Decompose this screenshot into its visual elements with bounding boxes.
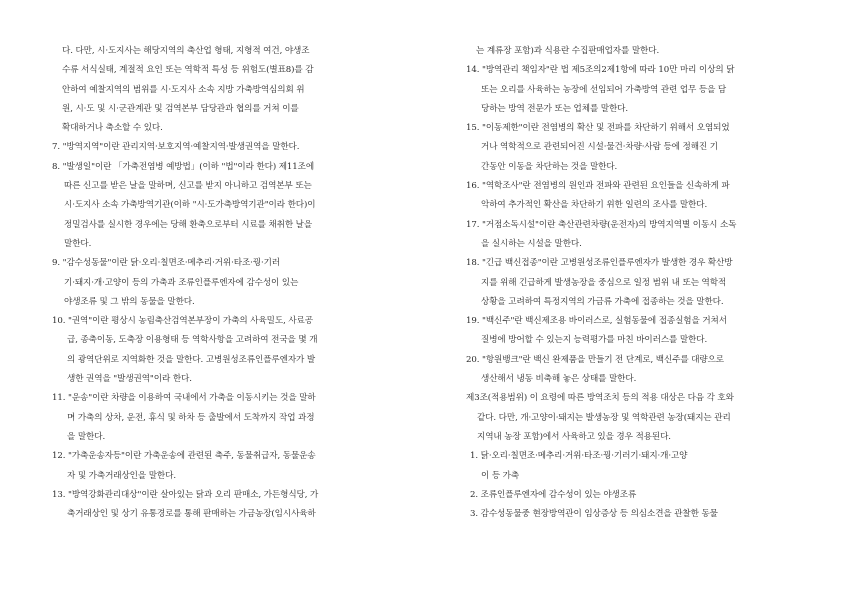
text-line: 9. "감수성동물"이란 닭·오리·칠면조·메추리·거위·타조·꿩·기러 [52, 258, 281, 269]
text-line: 원, 시·도 및 시·군관계관 및 검역본부 담당관과 협의를 거쳐 이를 [62, 103, 299, 114]
text-line: 간동안 이동을 차단하는 것을 말한다. [481, 161, 618, 172]
text-line: 16. "역학조사"란 전염병의 원인과 전파와 관련된 요인들을 신속하게 파 [466, 181, 730, 192]
left-paragraph [52, 158, 392, 254]
text-line: 며 가축의 상차, 운전, 휴식 및 하차 등 출발에서 도착까지 작업 과정 [67, 412, 315, 423]
text-line: 는 계류장 포함)과 식용란 수집판매업자를 말한다. [476, 46, 660, 56]
right-paragraph [466, 42, 798, 61]
text-line: 축거래상인 및 상기 유통경로를 통해 판매하는 가금농장(임시사육하 [67, 509, 316, 520]
text-line: 정밀검사를 실시한 경우에는 당해 환축으로부터 시료를 채취한 날을 [64, 219, 313, 230]
text-line: 이 등 가축 [481, 470, 520, 481]
left-paragraph [52, 42, 392, 138]
text-line: 말한다. [64, 238, 92, 249]
text-line: 수류 서식실태, 계절적 요인 또는 역학적 특성 등 위험도(별표8)를 감 [62, 65, 314, 76]
right-paragraph [466, 177, 798, 216]
left-paragraph [52, 486, 392, 525]
text-line: 을 말한다. [67, 431, 106, 442]
left-paragraph [52, 138, 392, 157]
right-paragraph [466, 486, 798, 505]
left-paragraph [52, 389, 392, 447]
text-line: 또는 오리를 사육하는 농장에 선임되어 가축방역 관련 업무 등을 담 [481, 84, 727, 95]
text-line: 지를 위해 긴급하게 발생농장을 중심으로 일정 범위 내 또는 역학적 [481, 277, 727, 288]
text-line: 7. "방역지역"이란 관리지역·보호지역·예찰지역·발생권역을 말한다. [52, 142, 300, 153]
text-line: 11. "운송"이란 차량을 이용하여 국내에서 가축을 이동시키는 것을 말하 [52, 393, 316, 404]
right-paragraph [466, 254, 798, 312]
text-line: 8. "발생일"이란 「가축전염병 예방법」(이하 "법"이라 한다) 제11조에 [52, 161, 315, 172]
text-line: 거나 역학적으로 관련되어진 시설·물건·차량·사람 등에 정해진 기 [481, 142, 718, 153]
text-line: 제3조(적용범위) 이 요령에 따른 방역조치 등의 적용 대상은 다음 각 호와 [466, 393, 734, 404]
text-line: 악하여 추가적인 확산을 차단하기 위한 일련의 조사를 말한다. [481, 200, 708, 211]
right-paragraph [466, 389, 798, 447]
text-line: 15. "이동제한"이란 전염병의 확산 및 전파를 차단하기 위해서 오염되었 [466, 123, 730, 134]
text-line: 을 실시하는 시설을 말한다. [481, 238, 582, 249]
text-line: 다. 다만, 시·도지사는 해당지역의 축산업 형태, 지형적 여건, 야생조 [62, 46, 310, 56]
text-line: 질병에 방어할 수 있는지 능력평가를 마친 바이러스를 말한다. [481, 335, 708, 346]
text-line: 시·도지사 소속 가축방역기관(이하 "시·도가축방역기관"이라 한다)이 [64, 200, 316, 211]
text-line: 급, 종축이동, 도축장 이용형태 등 역학사항을 고려하여 전국을 몇 개 [67, 335, 318, 346]
right-paragraph [466, 447, 798, 486]
text-line: 같다. 다만, 개·고양이·돼지는 발생농장 및 역학관련 농장(돼지는 관리 [477, 412, 731, 423]
text-line: 생한 권역을 "발생권역"이라 한다. [67, 374, 192, 385]
left-page [0, 0, 420, 595]
right-page [420, 0, 840, 595]
text-line: 확대하거나 축소할 수 있다. [62, 123, 163, 134]
right-paragraph [466, 505, 798, 524]
text-line: 따른 신고를 받은 날을 말하며, 신고를 받지 아니하고 검역본부 또는 [64, 181, 312, 192]
text-line: 당하는 방역 전문가 또는 업체를 말한다. [481, 103, 629, 114]
text-line: 지역내 농장 포함)에서 사육하고 있을 경우 적용된다. [477, 431, 671, 442]
text-line: 14. "방역관리 책임자"란 법 제5조의2제1항에 따라 10만 마리 이상의 닭 [466, 65, 735, 76]
text-line: 2. 조류인플루엔자에 감수성이 있는 야생조류 [470, 489, 637, 500]
text-line: 자 및 가축거래상인을 말한다. [67, 470, 176, 481]
text-line: 기·돼지·개·고양이 등의 가축과 조류인플루엔자에 감수성이 있는 [64, 277, 299, 288]
text-line: 생산해서 냉동 비축해 놓은 상태를 말한다. [481, 374, 637, 385]
right-paragraph [466, 119, 798, 177]
text-line: 18. "긴급 백신접종"이란 고병원성조류인플루엔자가 발생한 경우 확산방 [466, 258, 733, 269]
text-line: 안하여 예찰지역의 범위를 시·도지사 소속 지방 가축방역심의회 위 [62, 84, 305, 95]
text-line: 1. 닭·오리·칠면조·메추리·거위·타조·꿩·기러기·돼지·개·고양 [470, 451, 688, 462]
text-line: 12. "가축운송자등"이란 가축운송에 관련된 축주, 동물취급자, 동물운송 [52, 451, 316, 462]
left-paragraph [52, 447, 392, 486]
right-paragraph [466, 312, 798, 351]
left-paragraph [52, 312, 392, 389]
text-line: 3. 감수성동물중 현장방역관이 임상증상 등 의심소견을 관찰한 동물 [470, 509, 718, 520]
left-column [52, 42, 392, 524]
text-line: 17. "거점소독시설"이란 축산관련차량(운전자)의 방역지역별 이동시 소독 [466, 219, 737, 230]
right-paragraph [466, 351, 798, 390]
text-line: 야생조류 및 그 밖의 동물을 말한다. [64, 296, 195, 307]
right-paragraph [466, 61, 798, 119]
text-line: 19. "백신주"란 백신제조용 바이러스로, 실험동물에 접종실험을 거쳐서 [466, 316, 727, 327]
left-paragraph [52, 254, 392, 312]
text-line: 상황을 고려하여 특정지역의 가금류 가축에 접종하는 것을 말한다. [481, 296, 724, 307]
text-line: 20. "항원뱅크"란 백신 완제품을 만들기 전 단계로, 백신주를 대량으로 [466, 354, 724, 365]
text-line: 의 광역단위로 지역화한 것을 말한다. 고병원성조류인플루엔자가 발 [67, 354, 316, 365]
right-paragraph [466, 216, 798, 255]
right-column [466, 42, 798, 524]
text-line: 13. "방역강화관리대상"이란 살아있는 닭과 오리 판매소, 가든형식당, 가 [52, 489, 319, 500]
text-line: 10. "권역"이란 평상시 농림축산검역본부장이 가축의 사육밀도, 사료공 [52, 316, 313, 327]
